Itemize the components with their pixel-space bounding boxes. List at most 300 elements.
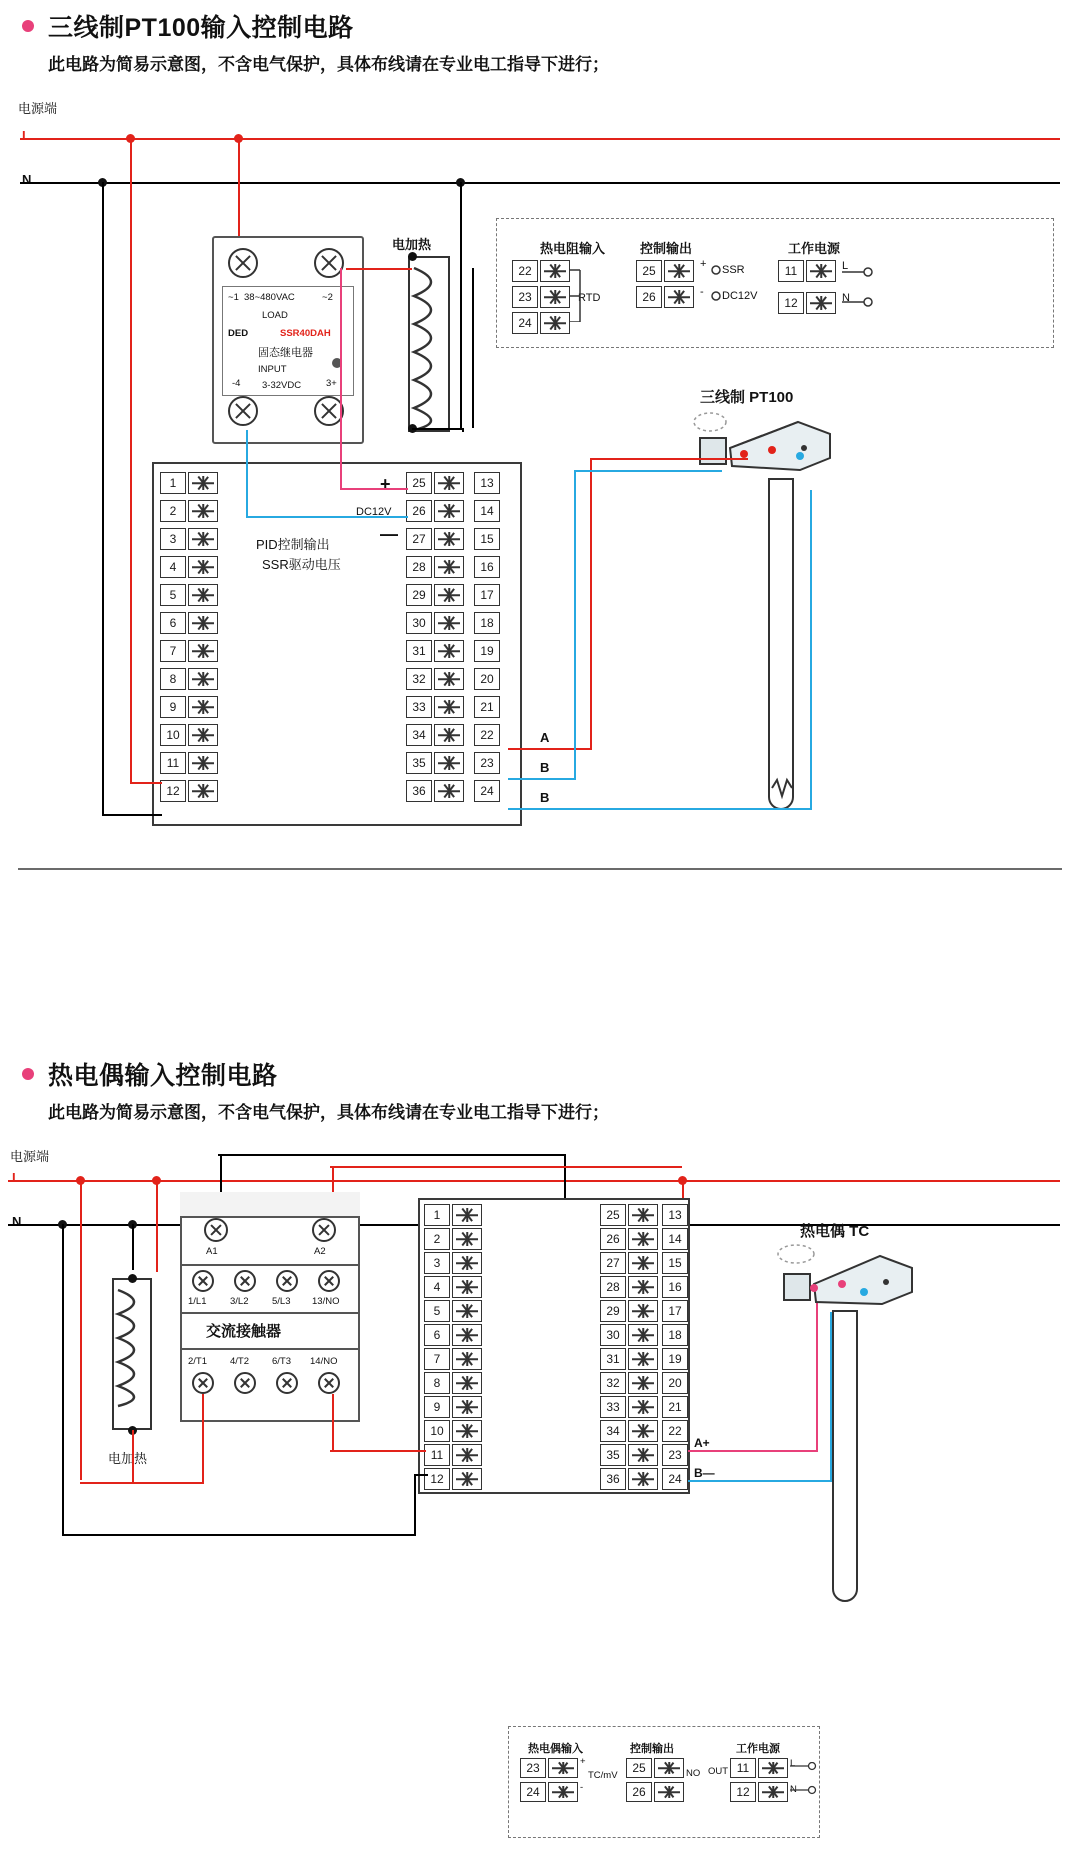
terminal-screw-icon: [540, 286, 570, 308]
terminal-screw-icon: [452, 1372, 482, 1394]
terminal-screw-icon: [452, 1276, 482, 1298]
terminal-screw-icon: [188, 584, 218, 606]
terminal-number: 31: [600, 1348, 626, 1370]
terminal-row[interactable]: [160, 472, 218, 494]
terminal-number: 25: [600, 1204, 626, 1226]
terminal-screw-icon: [188, 696, 218, 718]
terminal-row[interactable]: [406, 640, 464, 662]
terminal-number: 17: [474, 584, 500, 606]
terminal-row[interactable]: [424, 1396, 482, 1418]
junction-dot: [408, 252, 417, 261]
mid-terminal-column: [600, 1204, 658, 1486]
legend-power-title: 工作电源: [788, 241, 841, 256]
terminal-number: 32: [600, 1372, 626, 1394]
wire-heater-right: [472, 268, 474, 428]
wire-heater-n: [460, 182, 462, 430]
legend-ctrl-plus: +: [700, 258, 707, 270]
terminal-screw-icon: [806, 292, 836, 314]
terminal-number: 9: [424, 1396, 450, 1418]
heater-label: 电加热: [392, 237, 432, 252]
wire-n-down: [102, 182, 104, 816]
terminal-number: 2: [424, 1228, 450, 1250]
terminal-screw-icon: [188, 668, 218, 690]
terminal-row[interactable]: [600, 1396, 658, 1418]
terminal-screw-icon: [628, 1444, 658, 1466]
terminal-row[interactable]: [160, 500, 218, 522]
terminal-row[interactable]: [424, 1276, 482, 1298]
probe-stem: [768, 478, 794, 810]
power-source-label: 电源端: [10, 1149, 50, 1164]
terminal-screw-icon: [188, 780, 218, 802]
contactor-divider: [182, 1312, 358, 1314]
terminal-row[interactable]: [160, 752, 218, 774]
terminal-row[interactable]: [424, 1468, 482, 1490]
terminal-screw-icon: [188, 724, 218, 746]
terminal-row[interactable]: [600, 1324, 658, 1346]
contactor-divider: [182, 1264, 358, 1266]
terminal-row[interactable]: [424, 1300, 482, 1322]
terminal-row[interactable]: [600, 1420, 658, 1442]
terminal-screw-icon: [758, 1782, 788, 1802]
terminal-row[interactable]: [600, 1228, 658, 1250]
legend-power-row: [730, 1758, 788, 1778]
pid-minus-sign: —: [380, 524, 398, 544]
terminal-row[interactable]: [424, 1372, 482, 1394]
terminal-row[interactable]: [406, 472, 464, 494]
legend-power-n: N: [790, 1784, 797, 1795]
terminal-screw-icon: [628, 1396, 658, 1418]
contactor-a2-label: A2: [314, 1246, 326, 1257]
terminal-number: 4: [424, 1276, 450, 1298]
terminal-number: 13: [474, 472, 500, 494]
left-terminal-column: [424, 1204, 482, 1486]
terminal-screw-icon: [434, 556, 464, 578]
terminal-screw-icon: [654, 1758, 684, 1778]
terminal-number: 18: [662, 1324, 688, 1346]
legend-ctrl-leads-icon: [700, 264, 724, 304]
ssr-dc-range: 3-32VDC: [262, 380, 302, 391]
terminal-row[interactable]: [600, 1372, 658, 1394]
terminal-number: 5: [160, 584, 186, 606]
ssr-ac-term-right: ~2: [322, 292, 333, 303]
terminal-screw-icon: [628, 1468, 658, 1490]
terminal-row[interactable]: [600, 1300, 658, 1322]
wire-sensor-b1-top: [574, 470, 722, 472]
heater-label: 电加热: [108, 1451, 148, 1466]
terminal-number: 23: [662, 1444, 688, 1466]
wire-dc-plus-to-25: [340, 488, 408, 490]
bullet-icon: [22, 20, 34, 32]
terminal-number: 12: [730, 1782, 756, 1802]
terminal-number: 15: [662, 1252, 688, 1274]
wire-12-in: [414, 1474, 428, 1476]
terminal-number: 6: [160, 612, 186, 634]
probe-element-icon: [768, 770, 796, 806]
terminal-number: 12: [424, 1468, 450, 1490]
terminal-screw-icon: [452, 1444, 482, 1466]
legend-power-row: [778, 260, 836, 282]
terminal-number: 14: [474, 500, 500, 522]
contactor-pole-screw: [318, 1372, 340, 1394]
terminal-row[interactable]: [406, 528, 464, 550]
contactor-term-4t2: 4/T2: [230, 1356, 250, 1367]
wire-tc-aplus: [688, 1450, 818, 1452]
ssr-dc-minus: -4: [232, 378, 241, 389]
terminal-row[interactable]: [600, 1276, 658, 1298]
terminal-screw-icon: [628, 1372, 658, 1394]
terminal-number: 23: [520, 1758, 546, 1778]
legend-rtd-row: [512, 260, 570, 282]
legend-rtd-row: [512, 286, 570, 308]
terminal-screw-icon: [434, 780, 464, 802]
terminal-number: 16: [662, 1276, 688, 1298]
wire-n-to-12: [102, 814, 162, 816]
terminal-row[interactable]: [600, 1444, 658, 1466]
terminal-number: 8: [160, 668, 186, 690]
terminal-number: 11: [778, 260, 804, 282]
wire-heater-to-t1: [132, 1482, 204, 1484]
terminal-number: 12: [160, 780, 186, 802]
page-title: 热电偶输入控制电路: [48, 1062, 278, 1090]
terminal-number: 19: [474, 640, 500, 662]
terminal-row[interactable]: [600, 1468, 658, 1490]
left-terminal-column: [160, 472, 218, 798]
probe-terminal-icon: [790, 1272, 880, 1312]
sensor-title: 三线制 PT100: [700, 389, 794, 406]
heater-coil-icon: [408, 260, 452, 430]
wire-contactor-t1: [202, 1394, 204, 1482]
terminal-number: 29: [406, 584, 432, 606]
terminal-screw-icon: [434, 752, 464, 774]
terminal-row[interactable]: [406, 752, 464, 774]
wire-dc-minus-to-26: [246, 516, 408, 518]
terminal-row[interactable]: [406, 696, 464, 718]
legend-power-row: [730, 1782, 788, 1802]
terminal-screw-icon: [548, 1758, 578, 1778]
contactor-term-3l2: 3/L2: [230, 1296, 249, 1307]
terminal-number: 32: [406, 668, 432, 690]
terminal-row[interactable]: [424, 1348, 482, 1370]
legend-power-l: L: [790, 1758, 796, 1769]
page-subtitle: 此电路为简易示意图，不含电气保护，具体布线请在专业电工指导下进行；: [48, 1103, 609, 1122]
terminal-number: 3: [424, 1252, 450, 1274]
ssr-dc-plus: 3+: [326, 378, 337, 389]
terminal-row[interactable]: [424, 1444, 482, 1466]
contactor-pole-screw: [192, 1372, 214, 1394]
terminal-screw-icon: [188, 640, 218, 662]
terminal-screw-icon: [434, 612, 464, 634]
legend-ctrl-minus: -: [700, 286, 704, 298]
terminal-row[interactable]: [160, 724, 218, 746]
terminal-row[interactable]: [160, 612, 218, 634]
legend-ctrl-title: 控制输出: [640, 241, 693, 256]
terminal-row[interactable]: [600, 1348, 658, 1370]
terminal-screw-icon: [540, 260, 570, 282]
terminal-number: 28: [600, 1276, 626, 1298]
terminal-number: 27: [600, 1252, 626, 1274]
legend-power-title: 工作电源: [736, 1743, 780, 1755]
terminal-number: 25: [626, 1758, 652, 1778]
contactor-divider: [182, 1348, 358, 1350]
terminal-row[interactable]: [160, 640, 218, 662]
terminal-number: 11: [424, 1444, 450, 1466]
terminal-row[interactable]: [600, 1252, 658, 1274]
terminal-screw-icon: [654, 1782, 684, 1802]
terminal-row[interactable]: [424, 1204, 482, 1226]
terminal-row[interactable]: [600, 1204, 658, 1226]
wire-11-in: [330, 1450, 426, 1452]
heater-coil-icon: [112, 1282, 154, 1428]
terminal-row[interactable]: [406, 612, 464, 634]
terminal-screw-icon: [188, 472, 218, 494]
legend-ctrl-row: [636, 286, 694, 308]
terminal-number: 21: [474, 696, 500, 718]
terminal-number: 29: [600, 1300, 626, 1322]
wire-12-up: [414, 1474, 416, 1536]
terminal-screw-icon: [628, 1228, 658, 1250]
legend-ctrl-no: NO: [686, 1768, 701, 1779]
wire-l-to-11: [130, 782, 162, 784]
terminal-number: 22: [512, 260, 538, 282]
terminal-number: 36: [406, 780, 432, 802]
terminal-row[interactable]: [406, 500, 464, 522]
wire-coil-top: [218, 1154, 566, 1156]
terminal-number: 22: [662, 1420, 688, 1442]
terminal-number: 24: [662, 1468, 688, 1490]
terminal-row[interactable]: [406, 556, 464, 578]
junction-dot: [128, 1274, 137, 1283]
legend-tc-note: TC/mV: [588, 1770, 618, 1781]
line-n-label: N: [22, 172, 32, 187]
terminal-number: 6: [424, 1324, 450, 1346]
terminal-row[interactable]: [424, 1324, 482, 1346]
wire-heater-joint: [462, 428, 464, 432]
rail-l: [20, 138, 1060, 140]
terminal-number: 9: [160, 696, 186, 718]
terminal-screw-icon: [188, 752, 218, 774]
wire-heater-out: [132, 1430, 134, 1484]
wire-ctrl-out: [330, 1166, 682, 1168]
contactor-pole-screw: [234, 1372, 256, 1394]
contactor-pole-screw: [276, 1270, 298, 1292]
wire-sensor-b1-up: [574, 470, 576, 780]
terminal-row[interactable]: [160, 780, 218, 802]
ssr-terminal-screw: [228, 248, 258, 278]
contactor-pole-screw: [276, 1372, 298, 1394]
terminal-number: 26: [406, 500, 432, 522]
terminal-number: 1: [424, 1204, 450, 1226]
rtd-symbol-icon: [568, 260, 588, 322]
terminal-row[interactable]: [160, 584, 218, 606]
terminal-number: 26: [626, 1782, 652, 1802]
ssr-load-label: LOAD: [262, 310, 288, 321]
ssr-ac-term-left: ~1: [228, 292, 239, 303]
terminal-number: 30: [600, 1324, 626, 1346]
legend-ctrl-row: [626, 1758, 684, 1778]
terminal-number: 28: [406, 556, 432, 578]
terminal-number: 16: [474, 556, 500, 578]
terminal-screw-icon: [188, 612, 218, 634]
line-n-label: N: [12, 1214, 22, 1229]
terminal-screw-icon: [806, 260, 836, 282]
line-l-label: L: [22, 128, 30, 143]
terminal-number: 7: [424, 1348, 450, 1370]
contactor-name: 交流接触器: [206, 1323, 282, 1340]
line-l-label: L: [12, 1170, 20, 1185]
wire-ssr-ac1: [238, 138, 240, 248]
power-source-label: 电源端: [18, 101, 58, 116]
contactor-term-13no: 13/NO: [312, 1296, 340, 1307]
sensor-wire-aplus-label: A+: [694, 1436, 710, 1450]
terminal-number: 11: [730, 1758, 756, 1778]
terminal-row[interactable]: [406, 724, 464, 746]
sensor-wire-a-label: A: [540, 730, 550, 745]
terminal-screw-icon: [434, 528, 464, 550]
terminal-row[interactable]: [424, 1252, 482, 1274]
wire-l-down-heater: [80, 1180, 82, 1480]
terminal-row[interactable]: [424, 1420, 482, 1442]
legend-ctrl-note-ssr: SSR: [722, 264, 745, 276]
wire-sensor-a: [508, 748, 592, 750]
terminal-screw-icon: [452, 1324, 482, 1346]
terminal-number: 24: [520, 1782, 546, 1802]
rail-n: [20, 182, 1060, 184]
terminal-number: 15: [474, 528, 500, 550]
terminal-screw-icon: [664, 260, 694, 282]
rail-l: [8, 1180, 1060, 1182]
legend-rtd-note: RTD: [578, 292, 601, 304]
contactor-pole-screw: [318, 1270, 340, 1292]
terminal-screw-icon: [628, 1324, 658, 1346]
terminal-screw-icon: [188, 500, 218, 522]
wire-sensor-a-top: [590, 458, 748, 460]
legend-power-row: [778, 292, 836, 314]
terminal-row[interactable]: [160, 668, 218, 690]
terminal-row[interactable]: [160, 556, 218, 578]
wire-tc-bminus: [688, 1480, 832, 1482]
wire-ssr-dc-minus: [246, 430, 248, 516]
terminal-number: 21: [662, 1396, 688, 1418]
terminal-screw-icon: [452, 1396, 482, 1418]
terminal-number: 7: [160, 640, 186, 662]
wire-ssr-heater: [346, 268, 412, 270]
pid-plus-sign: +: [380, 474, 391, 494]
terminal-number: 10: [160, 724, 186, 746]
terminal-screw-icon: [434, 668, 464, 690]
wire-sensor-b2: [508, 808, 812, 810]
section-thermocouple: [0, 1040, 1080, 1873]
wire-l-down-coil: [156, 1180, 158, 1272]
terminal-number: 30: [406, 612, 432, 634]
contactor-term-14no: 14/NO: [310, 1356, 338, 1367]
sensor-title: 热电偶 TC: [800, 1223, 870, 1240]
terminal-number: 5: [424, 1300, 450, 1322]
terminal-screw-icon: [664, 286, 694, 308]
terminal-row[interactable]: [406, 668, 464, 690]
contactor-term-5l3: 5/L3: [272, 1296, 291, 1307]
terminal-number: 26: [636, 286, 662, 308]
terminal-number: 35: [406, 752, 432, 774]
contactor-term-1l1: 1/L1: [188, 1296, 207, 1307]
terminal-number: 14: [662, 1228, 688, 1250]
terminal-number: 11: [160, 752, 186, 774]
terminal-row[interactable]: [424, 1228, 482, 1250]
legend-tc-plus: +: [580, 1756, 586, 1767]
wire-n-to-12: [62, 1534, 416, 1536]
terminal-screw-icon: [452, 1348, 482, 1370]
contactor-term-2t1: 2/T1: [188, 1356, 208, 1367]
wire-sensor-b2-up: [810, 490, 812, 810]
terminal-screw-icon: [548, 1782, 578, 1802]
terminal-number: 20: [474, 668, 500, 690]
terminal-screw-icon: [434, 472, 464, 494]
contactor-term-6t3: 6/T3: [272, 1356, 292, 1367]
sensor-wire-b2-label: B: [540, 790, 550, 805]
legend-tc-row: [520, 1758, 578, 1778]
terminal-screw-icon: [434, 584, 464, 606]
terminal-screw-icon: [628, 1276, 658, 1298]
terminal-number: 25: [636, 260, 662, 282]
ssr-name: 固态继电器: [258, 347, 313, 359]
terminal-number: 34: [600, 1420, 626, 1442]
wire-heater-l: [80, 1482, 134, 1484]
terminal-row[interactable]: [406, 780, 464, 802]
wire-ssr-dc-plus: [340, 268, 342, 490]
legend-power-leads-icon: [840, 266, 874, 308]
terminal-number: 25: [406, 472, 432, 494]
contactor-pole-screw: [192, 1270, 214, 1292]
legend-tc-title: 热电偶输入: [528, 1743, 583, 1755]
terminal-number: 10: [424, 1420, 450, 1442]
terminal-screw-icon: [188, 528, 218, 550]
terminal-number: 8: [424, 1372, 450, 1394]
bullet-icon: [22, 1068, 34, 1080]
terminal-number: 33: [600, 1396, 626, 1418]
terminal-screw-icon: [452, 1204, 482, 1226]
terminal-row[interactable]: [160, 696, 218, 718]
contactor-pole-screw: [234, 1270, 256, 1292]
terminal-screw-icon: [758, 1758, 788, 1778]
terminal-row[interactable]: [160, 528, 218, 550]
terminal-number: 20: [662, 1372, 688, 1394]
terminal-number: 22: [474, 724, 500, 746]
pid-out-line1: PID控制输出: [256, 537, 330, 552]
probe-stem: [832, 1310, 858, 1602]
legend-ctrl-note-dc: DC12V: [722, 290, 758, 302]
terminal-number: 27: [406, 528, 432, 550]
terminal-screw-icon: [188, 556, 218, 578]
terminal-number: 3: [160, 528, 186, 550]
terminal-screw-icon: [452, 1468, 482, 1490]
wire-sensor-b1: [508, 778, 576, 780]
terminal-number: 2: [160, 500, 186, 522]
ssr-ac-range: 38~480VAC: [244, 292, 295, 303]
contactor-top-face: [180, 1192, 360, 1218]
legend-tc-minus: -: [580, 1782, 584, 1793]
ssr-terminal-screw: [228, 396, 258, 426]
terminal-row[interactable]: [406, 584, 464, 606]
terminal-screw-icon: [434, 640, 464, 662]
wire-heater-bottom: [412, 428, 464, 430]
terminal-number: 34: [406, 724, 432, 746]
terminal-number: 31: [406, 640, 432, 662]
page-subtitle: 此电路为简易示意图，不含电气保护，具体布线请在专业电工指导下进行；: [48, 55, 609, 74]
terminal-screw-icon: [628, 1420, 658, 1442]
ssr-input-label: INPUT: [258, 364, 287, 375]
mid-terminal-column: [406, 472, 464, 798]
contactor-coil-screw: [312, 1218, 336, 1242]
legend-ctrl-out: OUT: [708, 1766, 729, 1777]
